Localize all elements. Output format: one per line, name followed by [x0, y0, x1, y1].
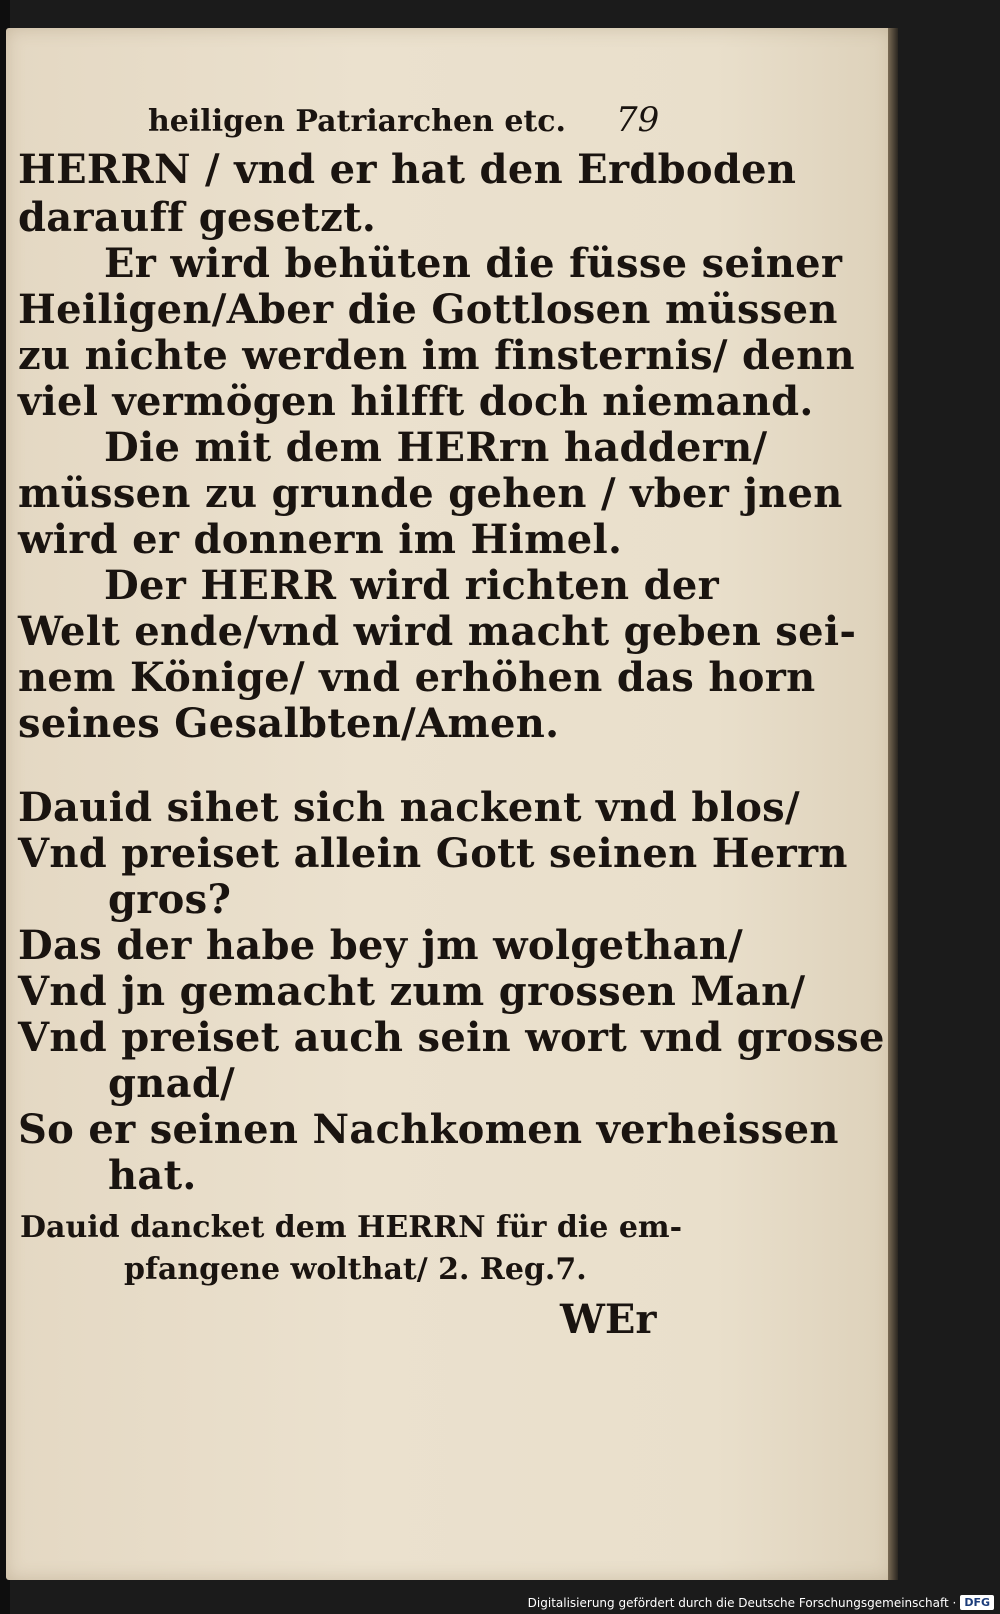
prose-line: müssen zu grunde gehen / vber jnen — [18, 470, 843, 517]
summary-line: pfangene wolthat/ 2. Reg.7. — [124, 1252, 587, 1287]
verse-line: gnad/ — [108, 1060, 236, 1107]
prose-line: nem Könige/ vnd erhöhen das horn — [18, 654, 816, 701]
verse-line: Vnd jn gemacht zum grossen Man/ — [18, 968, 806, 1015]
verse-line: hat. — [108, 1152, 197, 1199]
prose-line: HERRN / vnd er hat den Erdboden — [18, 146, 797, 193]
verse-line: Dauid sihet sich nackent vnd blos/ — [18, 784, 800, 831]
prose-line: Die mit dem HERrn haddern/ — [104, 424, 768, 471]
prose-line: Er wird behüten die füsse seiner — [104, 240, 843, 287]
digitization-credit — [528, 1595, 994, 1610]
running-head: heiligen Patriarchen etc. — [148, 104, 566, 139]
catchword: WEr — [560, 1296, 657, 1343]
credit-text: Digitalisierung gefördert durch die Deutsche Forschungsgemeinschaft · — [527, 1595, 957, 1610]
prose-line: Heiligen/Aber die Gottlosen müssen — [18, 286, 838, 333]
prose-line: Der HERR wird richten der — [104, 562, 720, 609]
summary-line: Dauid dancket dem HERRN für die em- — [20, 1210, 683, 1245]
prose-line: viel vermögen hilfft doch niemand. — [18, 378, 814, 425]
prose-line: seines Gesalbten/Amen. — [18, 700, 560, 747]
prose-line: Welt ende/vnd wird macht geben sei- — [18, 608, 857, 655]
page-edge — [888, 28, 898, 1580]
verse-line: gros? — [108, 876, 232, 923]
prose-line: wird er donnern im Himel. — [18, 516, 623, 563]
page-number: 79 — [616, 100, 660, 140]
verse-line: Vnd preiset auch sein wort vnd grosse — [18, 1014, 885, 1061]
verse-line: So er seinen Nachkomen verheissen — [18, 1106, 839, 1153]
verse-line: Vnd preiset allein Gott seinen Herrn — [18, 830, 848, 877]
verse-line: Das der habe bey jm wolgethan/ — [18, 922, 744, 969]
prose-line: darauff gesetzt. — [18, 194, 377, 241]
dfg-logo: DFG — [960, 1595, 994, 1610]
prose-line: zu nichte werden im finsternis/ denn — [18, 332, 855, 379]
